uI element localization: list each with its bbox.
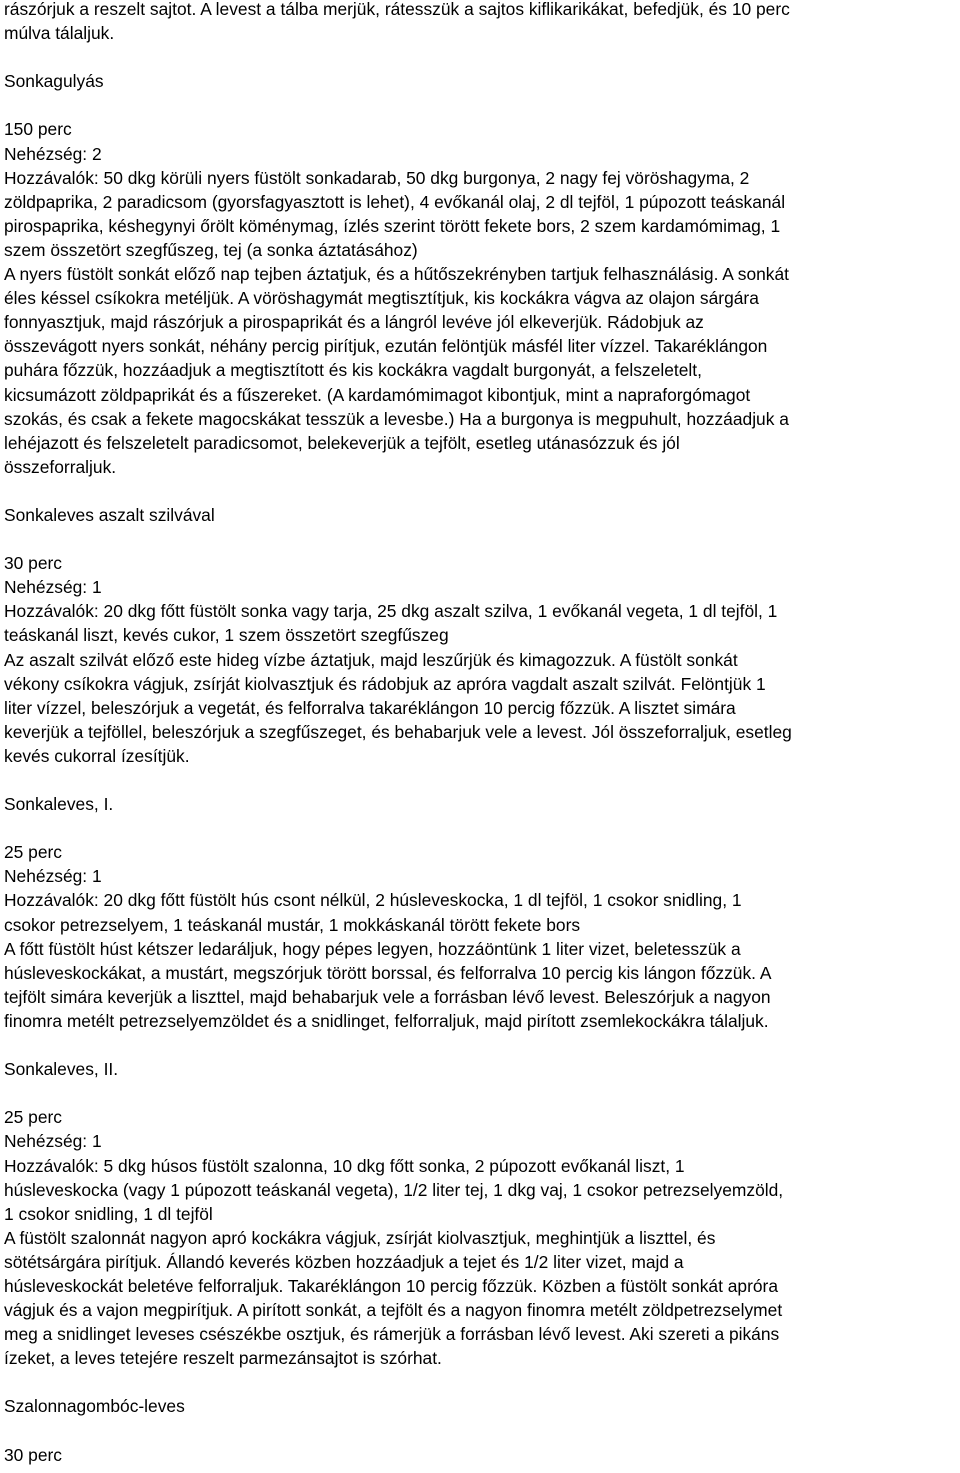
spacer	[4, 479, 956, 503]
text-line: éles késsel csíkokra metéljük. A vöröshagymát megtisztítjuk, kis kockákra vágva az olajon sárgára	[4, 288, 759, 309]
recipe-szalonnagomboc-leves	[4, 1394, 956, 1466]
recipe-ingredients	[4, 888, 956, 936]
text-line: Hozzávalók: 50 dkg körüli nyers füstölt sonkadarab, 50 dkg burgonya, 2 nagy fej vöröshagyma, 2	[4, 167, 750, 188]
text-line: sötétsárgára pirítjuk. Állandó keverés közben hozzáadjuk a tejet és 1/2 liter vizet, majd a	[4, 1251, 684, 1272]
text-line: A főtt füstölt húst kétszer ledaráljuk, hogy pépes legyen, hozzáöntünk 1 liter vizet, beletesszük a	[4, 938, 741, 959]
recipe-method	[4, 262, 956, 479]
text-line: Hozzávalók: 20 dkg főtt füstölt hús csont nélkül, 2 húsleveskocka, 1 dl tejföl, 1 csokor snidling, 1	[4, 890, 742, 911]
text-line: 1 csokor snidling, 1 dl tejföl	[4, 1203, 213, 1224]
recipe-sonkaleves-1	[4, 792, 956, 1033]
spacer	[4, 1370, 956, 1394]
text-line: A nyers füstölt sonkát előző nap tejben áztatjuk, és a hűtőszekrényben tartjuk felhasználásig. A sonkát	[4, 264, 789, 285]
recipe-sonkagulyas	[4, 69, 956, 479]
recipe-time: 30 perc	[4, 1444, 63, 1465]
recipe-difficulty: Nehézség: 2	[4, 143, 102, 164]
text-line: vékony csíkokra vágjuk, zsírját kiolvasztjuk és rádobjuk az apróra vagdalt aszalt szilvát. Felöntjük 1	[4, 673, 766, 694]
text-line: csokor petrezselyem, 1 teáskanál mustár, 1 mokkáskanál törött fekete bors	[4, 914, 581, 935]
text-line: lehéjazott és felszeletelt paradicsomot, belekeverjük a tejfölt, esetleg utánasózzuk és jól	[4, 432, 680, 453]
text-line: zöldpaprika, 2 paradicsom (gyorsfagyasztott is lehet), 4 evőkanál olaj, 2 dl tejföl, 1 púpozott teáskanál	[4, 191, 786, 212]
text-line: keverjük a tejföllel, beleszórjuk a szegfűszeget, és behabarjuk vele a levest. Jól összeforraljuk, esetleg	[4, 721, 792, 742]
text-line: kicsumázott zöldpaprikát és a fűszereket. (A kardamómimagot kibontjuk, mint a napraforgómagot	[4, 384, 751, 405]
text-line: húsleveskockákat, a mustárt, megszórjuk törött borssal, és felforralva 10 percig kis lángon főzzük. A	[4, 962, 772, 983]
spacer	[4, 768, 956, 792]
text-line: Az aszalt szilvát előző este hideg vízbe áztatjuk, majd leszűrjük és kimagozzuk. A füstölt sonkát	[4, 649, 738, 670]
text-line: múlva tálaljuk.	[4, 23, 115, 44]
recipe-difficulty: Nehézség: 1	[4, 577, 102, 598]
text-line: kevés cukorral ízesítjük.	[4, 745, 190, 766]
recipe-method	[4, 937, 956, 1033]
text-line: fonnyasztjuk, majd rászórjuk a pirospaprikát és a lángról levéve jól elkeverjük. Rádobjuk az	[4, 312, 704, 333]
spacer	[4, 93, 956, 117]
text-line: Hozzávalók: 5 dkg húsos füstölt szalonna, 10 dkg főtt sonka, 2 púpozott evőkanál liszt, 1	[4, 1155, 685, 1176]
recipe-sonkaleves-aszalt-szilvaval	[4, 503, 956, 768]
recipe-method	[4, 1226, 956, 1371]
recipe-method	[4, 648, 956, 768]
spacer	[4, 816, 956, 840]
recipe-ingredients	[4, 599, 956, 647]
recipe-ingredients	[4, 1154, 956, 1226]
recipe-time: 25 perc	[4, 842, 63, 863]
text-line: összevágott nyers sonkát, néhány percig pirítjuk, ezután felöntjük másfél liter vízzel. Takaréklángon	[4, 336, 768, 357]
spacer	[4, 1419, 956, 1443]
spacer	[4, 1081, 956, 1105]
recipe-time: 25 perc	[4, 1107, 63, 1128]
text-line: meg a snidlinget leveses csészékbe osztjuk, és rámerjük a forrásban lévő levest. Aki szereti a pikáns	[4, 1324, 780, 1345]
recipe-difficulty: Nehézség: 1	[4, 866, 102, 887]
recipe-sonkaleves-2	[4, 1057, 956, 1370]
spacer	[4, 45, 956, 69]
text-line: húsleveskocka (vagy 1 púpozott teáskanál vegeta), 1/2 liter tej, 1 dkg vaj, 1 csokor petrezselyemzöld,	[4, 1179, 784, 1200]
recipe-time: 150 perc	[4, 119, 72, 140]
recipe-ingredients	[4, 166, 956, 262]
text-line: puhára főzzük, hozzáadjuk a megtisztított és kis kockákra vagdalt burgonyát, a felszeletelt,	[4, 360, 702, 381]
text-line: tejfölt simára keverjük a liszttel, majd behabarjuk vele a forrásban lévő levest. Beleszórjuk a nagyon	[4, 986, 771, 1007]
recipe-time: 30 perc	[4, 553, 63, 574]
text-line: rászórjuk a reszelt sajtot. A levest a tálba merjük, rátesszük a sajtos kiflikarikákat, befedjük, és 10 perc	[4, 0, 790, 19]
spacer	[4, 527, 956, 551]
text-line: húsleveskockát beletéve felforraljuk. Takaréklángon 10 percig főzzük. Közben a füstölt sonkát apróra	[4, 1275, 779, 1296]
recipe-title: Sonkaleves, I.	[4, 794, 114, 815]
text-line: vágjuk és a vajon megpirítjuk. A pirított sonkát, a tejfölt és a nagyon finomra metélt zöldpetrezselymet	[4, 1300, 783, 1321]
text-line: szokás, és csak a fekete magocskákat tesszük a levesbe.) Ha a burgonya is megpuhult, hozzáadjuk a	[4, 408, 789, 429]
document-page	[4, 0, 956, 1467]
recipe-title: Sonkaleves, II.	[4, 1059, 119, 1080]
intro-paragraph	[4, 0, 956, 45]
text-line: összeforraljuk.	[4, 456, 117, 477]
recipe-title: Sonkagulyás	[4, 71, 104, 92]
spacer	[4, 1033, 956, 1057]
recipe-title: Sonkaleves aszalt szilvával	[4, 504, 215, 525]
text-line: ízeket, a leves tetejére reszelt parmezánsajtot is szórhat.	[4, 1348, 442, 1369]
text-line: liter vízzel, beleszórjuk a vegetát, és felforralva takaréklángon 10 percig főzzük. A lisztet simára	[4, 697, 736, 718]
recipe-difficulty: Nehézség: 1	[4, 1131, 102, 1152]
text-line: szem összetört szegfűszeg, tej (a sonka áztatásához)	[4, 239, 418, 260]
text-line: pirospaprika, késhegynyi őrölt köménymag, ízlés szerint törött fekete bors, 2 szem kardamómimag, 1	[4, 215, 781, 236]
text-line: teáskanál liszt, kevés cukor, 1 szem összetört szegfűszeg	[4, 625, 449, 646]
recipe-title: Szalonnagombóc-leves	[4, 1396, 185, 1417]
text-line: finomra metélt petrezselyemzöldet és a snidlinget, felforraljuk, majd pirított zsemlekockákra tálaljuk.	[4, 1010, 769, 1031]
text-line: A füstölt szalonnát nagyon apró kockákra vágjuk, zsírját kiolvasztjuk, meghintjük a liszttel, és	[4, 1227, 716, 1248]
text-line: Hozzávalók: 20 dkg főtt füstölt sonka vagy tarja, 25 dkg aszalt szilva, 1 evőkanál vegeta, 1 dl tejföl, 1	[4, 601, 778, 622]
